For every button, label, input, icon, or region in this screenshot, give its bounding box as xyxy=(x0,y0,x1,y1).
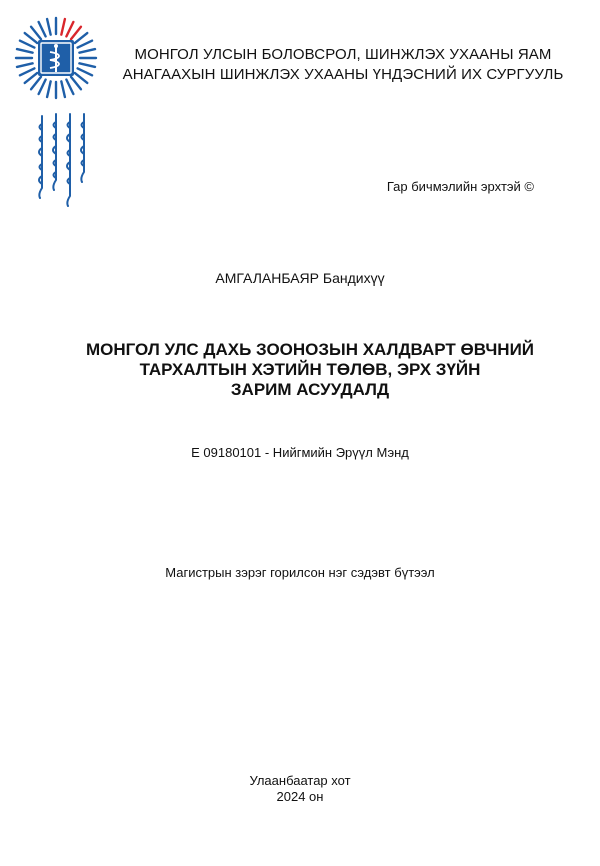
emblem-ray xyxy=(39,22,46,36)
emblem-ray xyxy=(39,80,46,94)
emblem-ray xyxy=(47,19,51,35)
thesis-title xyxy=(40,340,580,400)
emblem-ray xyxy=(78,41,92,48)
emblem-ray xyxy=(25,33,38,43)
emblem-ray xyxy=(66,22,73,36)
emblem-ray xyxy=(20,68,34,75)
title-line: ЗАРИМ АСУУДАЛД xyxy=(230,380,390,399)
emblem-ray xyxy=(25,73,38,83)
author-name: АМГАЛАНБАЯР Бандихүү xyxy=(215,270,385,286)
emblem-ray xyxy=(71,27,81,40)
emblem-ray xyxy=(78,68,92,75)
emblem-ray xyxy=(75,73,88,83)
emblem-ray xyxy=(75,33,88,43)
copyright-notice: Гар бичмэлийн эрхтэй © xyxy=(386,179,534,194)
emblem-ray xyxy=(71,77,81,90)
emblem-ray xyxy=(31,77,41,90)
traditional-mongolian-script-icon xyxy=(30,110,96,214)
university-emblem-icon xyxy=(14,16,98,100)
emblem-ray xyxy=(66,80,73,94)
city: Улаанбаатар хот xyxy=(249,773,351,788)
emblem-ray xyxy=(20,41,34,48)
university-name: АНАГААХЫН ШИНЖЛЭХ УХААНЫ ҮНДЭСНИЙ ИХ СУРГУУЛЬ xyxy=(122,66,564,83)
emblem-ray xyxy=(17,49,33,53)
emblem-ray xyxy=(61,81,65,97)
emblem-ray xyxy=(17,63,33,67)
emblem-ray xyxy=(79,49,95,53)
degree-note: Магистрын зэрэг горилсон нэг сэдэвт бүтээл xyxy=(165,565,435,580)
emblem-ray xyxy=(47,81,51,97)
emblem-ray xyxy=(79,63,95,67)
title-line: МОНГОЛ УЛС ДАХЬ ЗООНОЗЫН ХАЛДВАРТ ӨВЧНИЙ xyxy=(85,340,535,359)
institution-header xyxy=(108,45,578,85)
ministry-name: МОНГОЛ УЛСЫН БОЛОВСРОЛ, ШИНЖЛЭХ УХААНЫ ЯАМ xyxy=(134,46,552,63)
year: 2024 он xyxy=(276,789,324,804)
title-line: ТАРХАЛТЫН ХЭТИЙН ТӨЛӨВ, ЭРХ ЗҮЙН xyxy=(139,360,481,379)
emblem-ray xyxy=(61,19,65,35)
specialty-code: E 09180101 - Нийгмийн Эрүүл Мэнд xyxy=(191,445,409,460)
place-and-year xyxy=(0,773,600,805)
emblem-ray xyxy=(31,27,41,40)
